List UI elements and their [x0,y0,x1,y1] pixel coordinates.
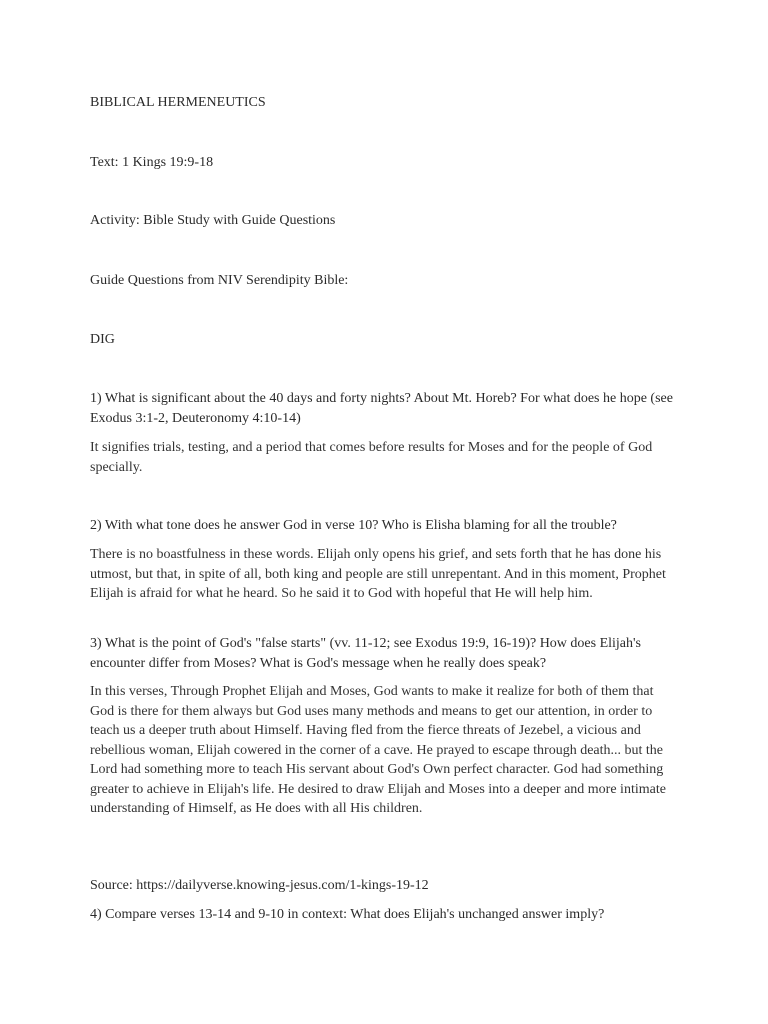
question-2: 2) With what tone does he answer God in verse 10? Who is Elisha blaming for all the trouble? [90,518,617,533]
answer-3: In this verses, Through Prophet Elijah and Moses, God wants to make it realize for both of them that God is there for them always but God uses many methods and means to get our attention, in order to teach us a deeper truth about Himself. Having fled from the fierce threats of Jezebel, a vicious and rebellious woman, Elijah cowered in the corner of a cave. He prayed to escape through death... but the Lord had something more to teach His servant about God's Own perfect character. God had something greater to achieve in Elijah's life. He desired to draw Elijah and Moses into a deeper and more intimate understanding of Himself, as He does with all His children. [90,684,666,816]
answer-2: There is no boastfulness in these words. Elijah only opens his grief, and sets forth that he has done his utmost, but that, in spite of all, both king and people are still unrepentant. And in this moment, Prophet Elijah is afraid for what he heard. So he said it to God with hopeful that He will help him. [90,547,666,601]
section-heading: DIG [90,332,115,347]
guide-source-line: Guide Questions from NIV Serendipity Bible: [90,273,349,288]
text-reference: Text: 1 Kings 19:9-18 [90,155,214,170]
question-4: 4) Compare verses 13-14 and 9-10 in context: What does Elijah's unchanged answer imply? [90,907,605,922]
source-line: Source: https://dailyverse.knowing-jesus.com/1-kings-19-12 [90,878,429,893]
activity-line: Activity: Bible Study with Guide Questions [90,213,336,228]
question-3: 3) What is the point of God's "false starts" (vv. 11-12; see Exodus 19:9, 16-19)? How does Elijah's encounter differ from Moses? What is God's message when he really does speak? [90,636,641,671]
document-title: BIBLICAL HERMENEUTICS [90,95,266,110]
question-1: 1) What is significant about the 40 days and forty nights? About Mt. Horeb? For what does he hope (see Exodus 3:1-2, Deuteronomy 4:10-14) [90,391,673,426]
answer-1: It signifies trials, testing, and a period that comes before results for Moses and for the people of God specially. [90,440,653,475]
